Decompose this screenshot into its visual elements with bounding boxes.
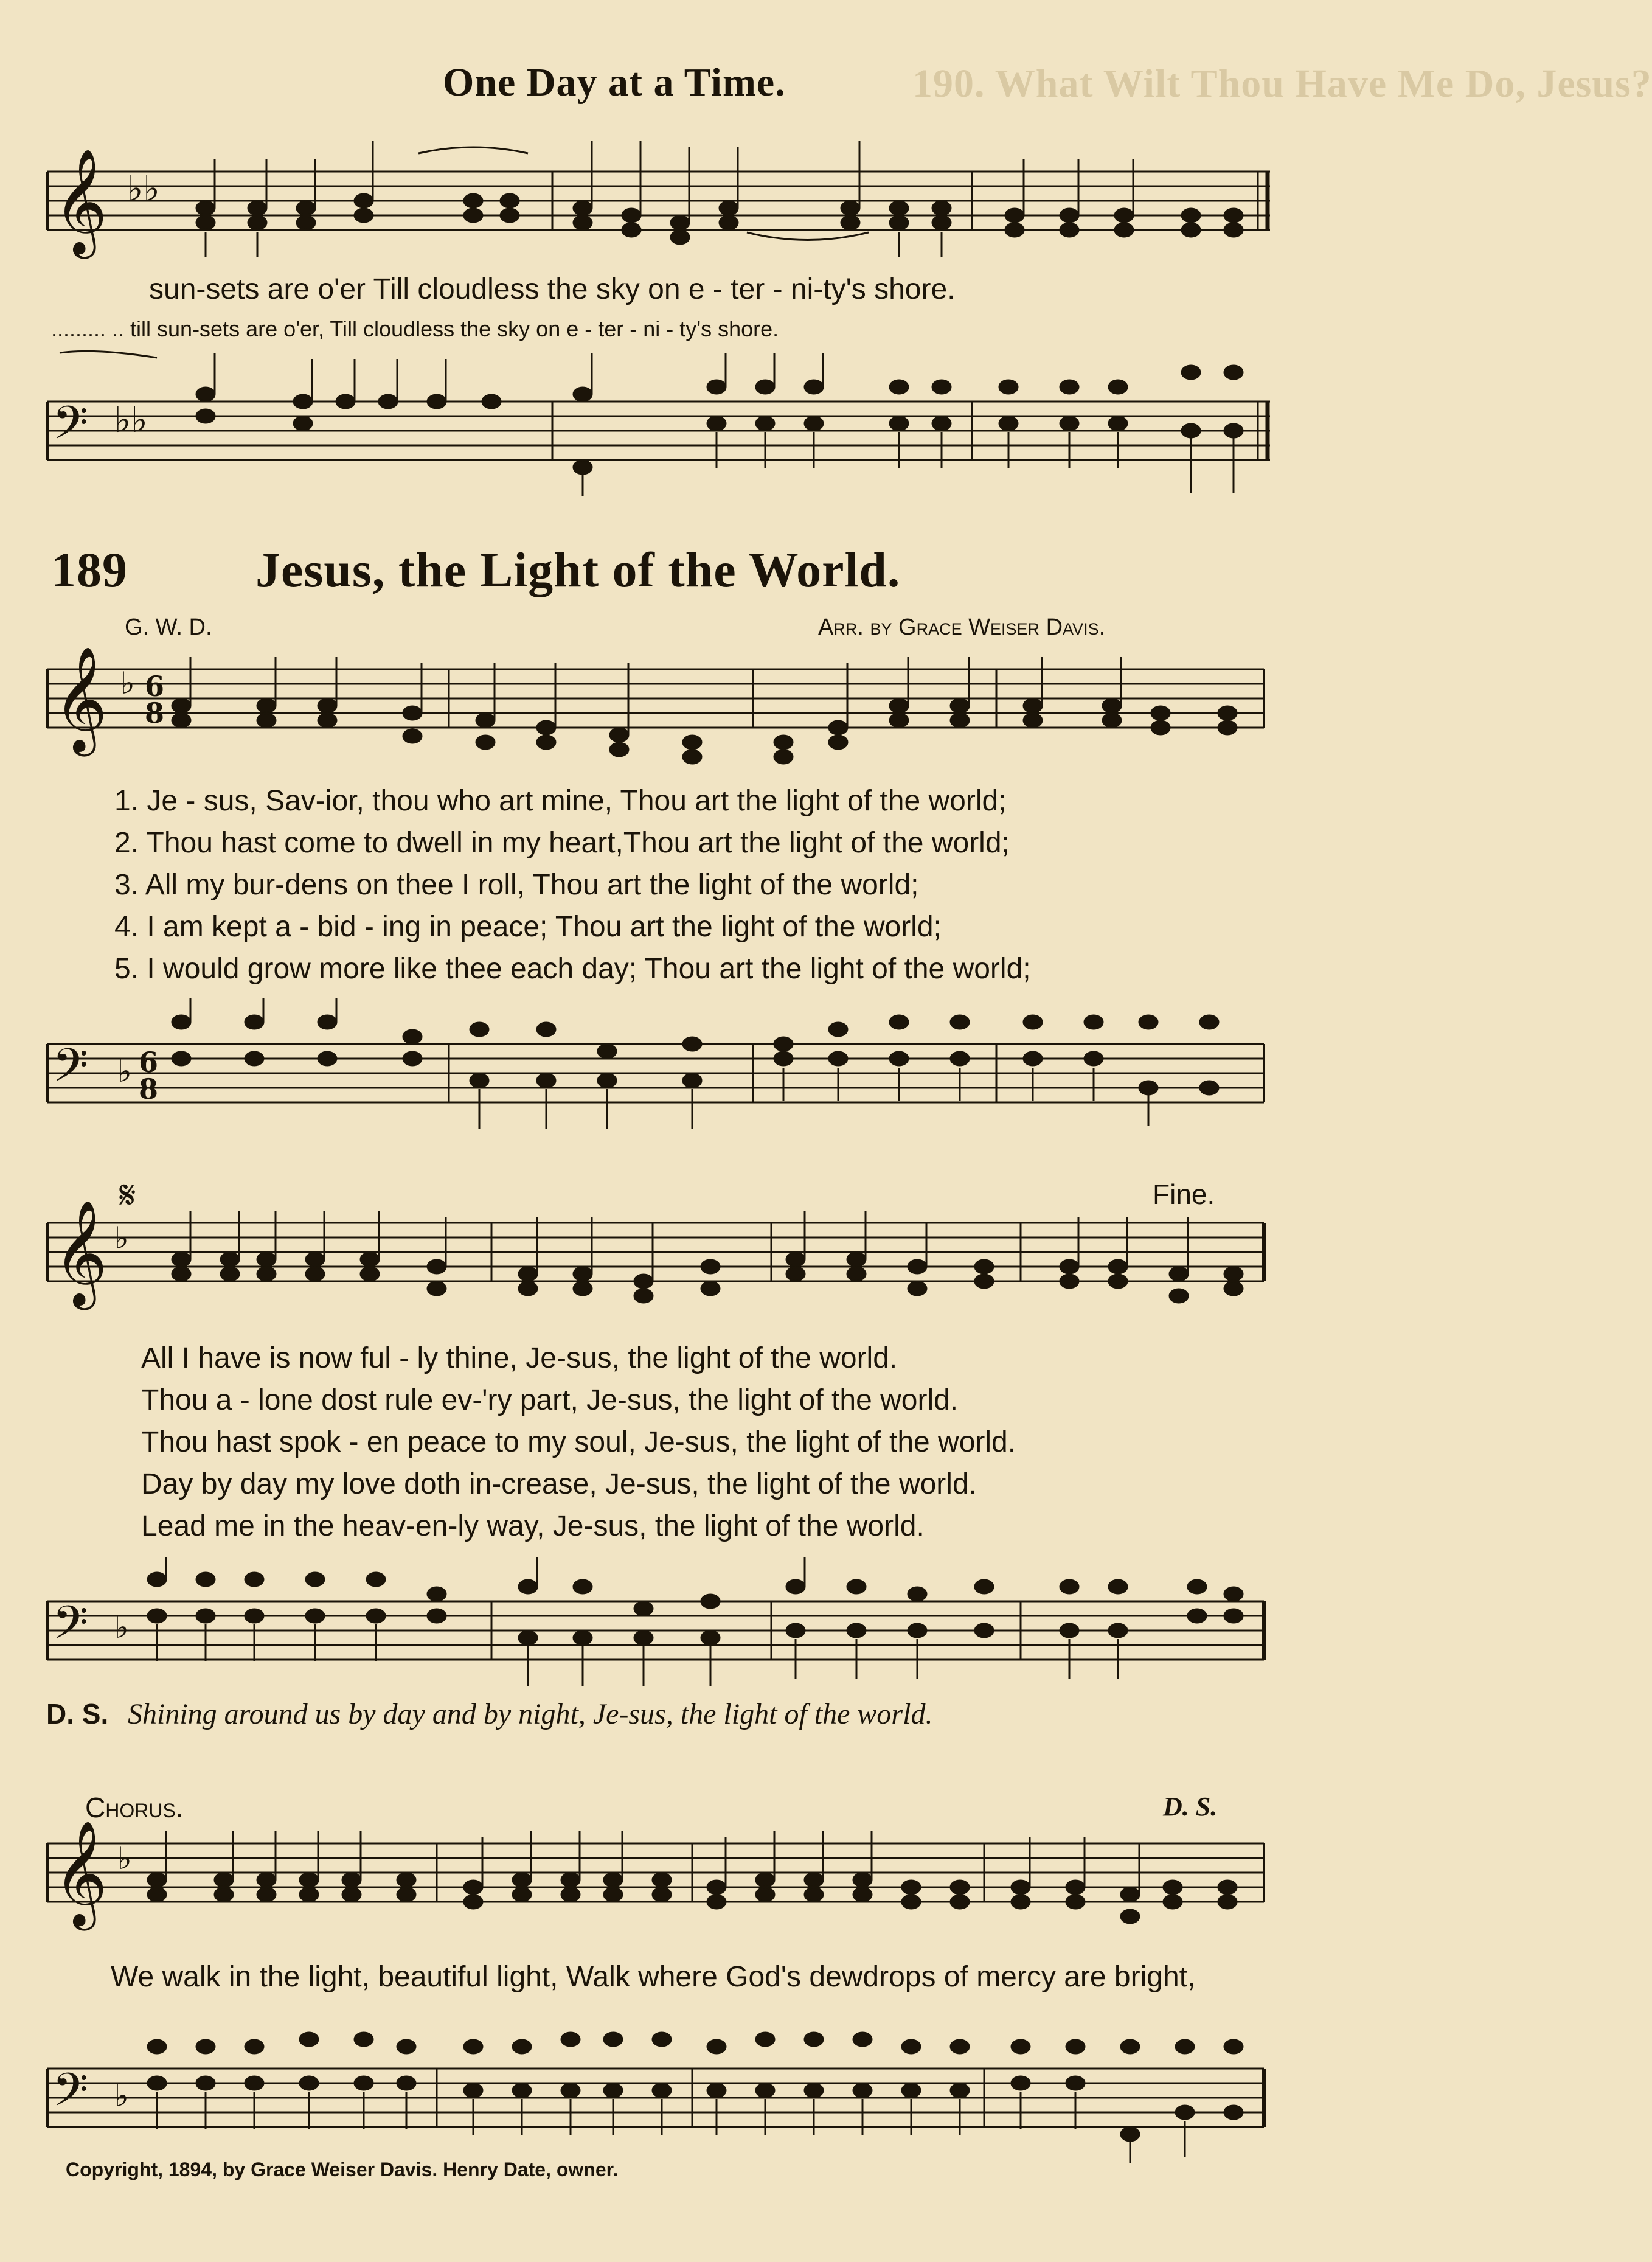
refrain-line-3: Thou hast spok - en peace to my soul, Je-sus, the light of the world. bbox=[141, 1426, 1016, 1458]
segno-sign: 𝄋 bbox=[119, 1174, 136, 1217]
copyright-notice: Copyright, 1894, by Grace Weiser Davis. Henry Date, owner. bbox=[66, 2159, 619, 2180]
verse-line-1: 1. Je - sus, Sav-ior, thou who art mine, Thou art the light of the world; bbox=[114, 785, 1007, 817]
ds-label: D. S. bbox=[46, 1698, 109, 1730]
svg-text:♭: ♭ bbox=[117, 1054, 132, 1089]
bleed-through-title: 190. What Wilt Thou Have Me Do, Jesus? bbox=[912, 61, 1652, 106]
hymn-title: Jesus, the Light of the World. bbox=[255, 542, 901, 597]
svg-text:8: 8 bbox=[139, 1073, 159, 1105]
refrain-lyrics bbox=[141, 1337, 1016, 1547]
hymn-number: 189 bbox=[51, 542, 128, 597]
svg-text:♭: ♭ bbox=[114, 1220, 129, 1256]
top-hymn-title: One Day at a Time. bbox=[443, 60, 786, 105]
refrain-line-2: Thou a - lone dost rule ev-'ry part, Je-sus, the light of the world. bbox=[141, 1384, 959, 1416]
verse-treble-staff bbox=[47, 645, 1270, 779]
chorus-label: Chorus. bbox=[85, 1792, 184, 1823]
svg-text:𝄞: 𝄞 bbox=[54, 1820, 108, 1926]
top-hymn-lyric-main: sun-sets are o'er Till cloudless the sky on e - ter - ni-ty's shore. bbox=[149, 273, 956, 305]
refrain-line-4: Day by day my love doth in-crease, Je-sus, the light of the world. bbox=[141, 1468, 977, 1500]
refrain-line-1: All I have is now ful - ly thine, Je-sus, the light of the world. bbox=[141, 1342, 898, 1374]
svg-text:𝄞: 𝄞 bbox=[54, 646, 108, 752]
svg-text:8: 8 bbox=[145, 697, 165, 729]
refrain-treble-staff bbox=[47, 1200, 1270, 1332]
svg-text:♭: ♭ bbox=[114, 2078, 129, 2114]
svg-text:♭: ♭ bbox=[114, 1610, 129, 1645]
svg-text:𝄢: 𝄢 bbox=[52, 1596, 89, 1661]
chorus-line: We walk in the light, beautiful light, Walk where God's dewdrops of mercy are bright, bbox=[111, 1961, 1196, 1993]
top-hymn-lyric-small: ......... .. till sun-sets are o'er, Till cloudless the sky on e - ter - ni - ty's shore. bbox=[51, 316, 779, 341]
verse-lyrics bbox=[114, 780, 1031, 990]
top-treble-notes bbox=[47, 135, 1270, 269]
svg-text:♭♭: ♭♭ bbox=[114, 399, 148, 440]
refrain-bass-staff bbox=[47, 1557, 1270, 1703]
verse-line-5: 5. I would grow more like thee each day; Thou art the light of the world; bbox=[114, 953, 1031, 985]
chorus-bass-staff bbox=[47, 2008, 1270, 2166]
verse-line-3: 3. All my bur-dens on thee I roll, Thou art the light of the world; bbox=[114, 869, 919, 901]
svg-text:𝄢: 𝄢 bbox=[52, 1039, 89, 1104]
verse-line-4: 4. I am kept a - bid - ing in peace; Thou art the light of the world; bbox=[114, 911, 942, 943]
svg-text:𝄞: 𝄞 bbox=[54, 148, 108, 254]
hymn-arranger: Arr. by Grace Weiser Davis. bbox=[818, 614, 1106, 640]
ds-line: Shining around us by day and by night, Je-sus, the light of the world. bbox=[128, 1698, 933, 1730]
svg-text:♭: ♭ bbox=[117, 1841, 132, 1876]
svg-text:𝄢: 𝄢 bbox=[52, 2063, 89, 2128]
hymn-author: G. W. D. bbox=[125, 614, 212, 640]
svg-text:6: 6 bbox=[145, 670, 165, 703]
svg-text:𝄞: 𝄞 bbox=[54, 1200, 108, 1306]
fine-mark: Fine. bbox=[1153, 1178, 1215, 1210]
svg-text:♭: ♭ bbox=[120, 666, 135, 701]
ds-mark: D. S. bbox=[1163, 1792, 1218, 1822]
chorus-treble-staff bbox=[47, 1819, 1270, 1941]
top-bass-staff bbox=[47, 341, 1270, 505]
refrain-line-5: Lead me in the heav-en-ly way, Je-sus, the light of the world. bbox=[141, 1510, 925, 1542]
svg-text:6: 6 bbox=[139, 1046, 159, 1079]
verse-line-2: 2. Thou hast come to dwell in my heart,Thou art the light of the world; bbox=[114, 827, 1010, 859]
svg-text:♭♭: ♭♭ bbox=[127, 168, 160, 209]
verse-bass-staff bbox=[47, 998, 1270, 1144]
svg-text:𝄢: 𝄢 bbox=[52, 396, 89, 461]
